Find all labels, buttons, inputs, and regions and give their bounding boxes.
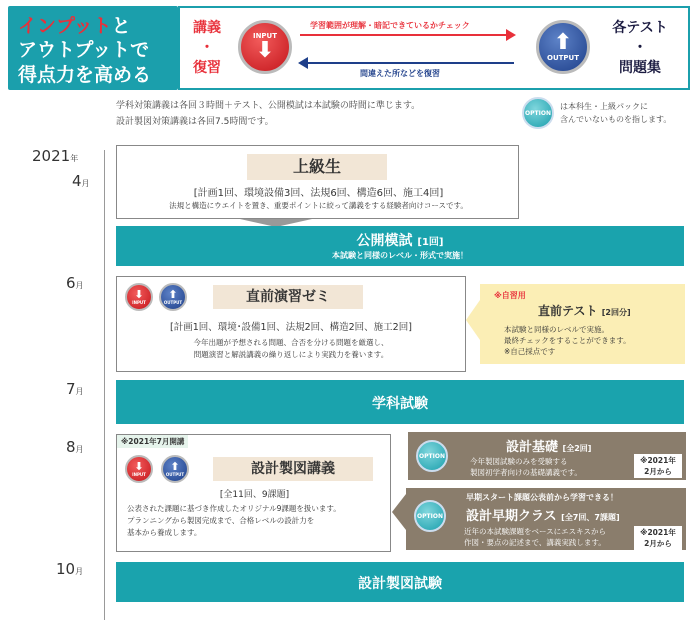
- timeline-axis: [104, 150, 105, 620]
- arrow-bottom: [306, 62, 514, 64]
- input-icon: INPUT ⬇: [238, 20, 292, 74]
- early-class-header: 早期スタート課題公表前から学習できる！: [466, 493, 618, 502]
- design-exam-bar: [116, 562, 684, 602]
- note-line1: 学科対策講義は各回３時間＋テスト、公開模試は本試験の時間に準じます。: [116, 101, 421, 111]
- mock-exam-desc: 本試験と同様のレベル・形式で実施！: [332, 251, 468, 260]
- self-test-tag: ※自習用: [494, 291, 526, 300]
- self-test-title: 直前テスト [2回分]: [538, 304, 631, 318]
- seminar-title: 直前演習ゼミ: [213, 285, 363, 309]
- advanced-course-card: [116, 145, 519, 219]
- design-course-tag: ※2021年7月開講: [117, 435, 188, 448]
- arrow-top: [300, 34, 510, 36]
- month-jul: 7月: [66, 380, 84, 398]
- arrow-bottom-head: [298, 57, 308, 69]
- option-icon: OPTION: [416, 440, 448, 472]
- self-test-card: [480, 284, 685, 364]
- title-line3: 得点力を高める: [18, 64, 152, 86]
- title-line2: アウトプットで: [18, 39, 150, 61]
- note-line2: 設計製図対策講義は各回7.5時間です。: [116, 117, 274, 127]
- seminar-desc1: 今年出題が予想される問題、合否を分ける問題を厳選し、: [193, 338, 389, 347]
- early-class-start: ※2021年 2月から: [634, 526, 682, 550]
- design-course-desc3: 基本から養成します。: [127, 528, 202, 537]
- left-label: 講義 ・ 復習: [193, 20, 221, 76]
- early-class-card: [406, 488, 686, 550]
- early-class-desc1: 近年の本試験課題をベースにエスキスから: [464, 527, 606, 536]
- design-course-card: [116, 434, 391, 552]
- seminar-desc2: 問題演習と解説講義の繰り返しにより実践力を養います。: [193, 350, 389, 359]
- early-class-desc2: 作図・要点の記述まで、講義実践します。: [464, 538, 606, 547]
- academic-exam-title: 学科試験: [372, 396, 428, 412]
- input-small-icon: ⬇ INPUT: [125, 283, 153, 311]
- output-small-icon: ⬆ OUTPUT: [159, 283, 187, 311]
- option-note2: 含んでいないものを指します。: [560, 115, 672, 124]
- header-title-block: [8, 6, 178, 90]
- title-line1: インプットと: [18, 15, 131, 37]
- output-icon: ⬆ OUTPUT: [536, 20, 590, 74]
- mock-exam-bar: [116, 226, 684, 266]
- design-basics-card: [408, 432, 686, 480]
- design-basics-start: ※2021年 2月から: [634, 454, 682, 478]
- self-test-desc1: 本試験と同様のレベルで実施。: [504, 325, 609, 334]
- early-class-title: 設計早期クラス [全7回、7課題]: [466, 509, 620, 524]
- arrow-top-text: 学習範囲が理解・暗記できているかチェック: [310, 21, 470, 30]
- design-basics-desc1: 今年製図試験のみを受験する: [470, 457, 568, 466]
- option-icon-2: OPTION: [414, 500, 446, 532]
- design-basics-title: 設計基礎 [全2回]: [506, 440, 592, 455]
- self-test-desc3: ※自己採点です: [504, 347, 556, 356]
- input-small-icon-2: ⬇ INPUT: [125, 455, 153, 483]
- design-course-sessions: [全11回、9課題]: [219, 490, 290, 500]
- self-test-pointer: [466, 300, 480, 340]
- month-jun: 6月: [66, 274, 84, 292]
- option-note1: は本科生・上級パックに: [560, 102, 648, 111]
- month-aug: 8月: [66, 438, 84, 456]
- option-legend-icon: OPTION: [522, 97, 554, 129]
- design-course-desc1: 公表された課題に基づき作成したオリジナル9課題を扱います。: [127, 504, 341, 513]
- month-apr: 4月: [72, 172, 90, 190]
- design-basics-desc2: 製図初学者向けの基礎講義です。: [470, 468, 582, 477]
- design-course-desc2: プランニングから製図完成まで、合格レベルの設計力を: [127, 516, 315, 525]
- seminar-card: [116, 276, 466, 372]
- input-output-diagram: [178, 6, 690, 90]
- self-test-desc2: 最終チェックをすることができます。: [504, 336, 631, 345]
- year-label: 2021年: [32, 147, 79, 165]
- mock-exam-title: 公開模試 [1回]: [356, 233, 444, 249]
- advanced-sessions: [計画1回、環境設備3回、法規6回、構造6回、施工4回]: [193, 188, 444, 199]
- right-label: 各テスト ・ 問題集: [612, 20, 668, 76]
- arrow-bottom-text: 間違えた所などを復習: [360, 69, 440, 78]
- early-class-pointer: [392, 494, 406, 530]
- design-course-title: 設計製図講義: [213, 457, 373, 481]
- month-oct: 10月: [56, 560, 84, 578]
- advanced-title: 上級生: [247, 154, 387, 180]
- output-small-icon-2: ⬆ OUTPUT: [161, 455, 189, 483]
- academic-exam-bar: [116, 380, 684, 424]
- arrow-top-head: [506, 29, 516, 41]
- advanced-desc: 法規と構造にウエイトを置き、重要ポイントに絞って講義をする経験者向けコースです。: [169, 201, 468, 210]
- seminar-sessions: [計画1回、環境･設備1回、法規2回、構造2回、施工2回]: [170, 322, 412, 333]
- design-exam-title: 設計製図試験: [358, 576, 442, 592]
